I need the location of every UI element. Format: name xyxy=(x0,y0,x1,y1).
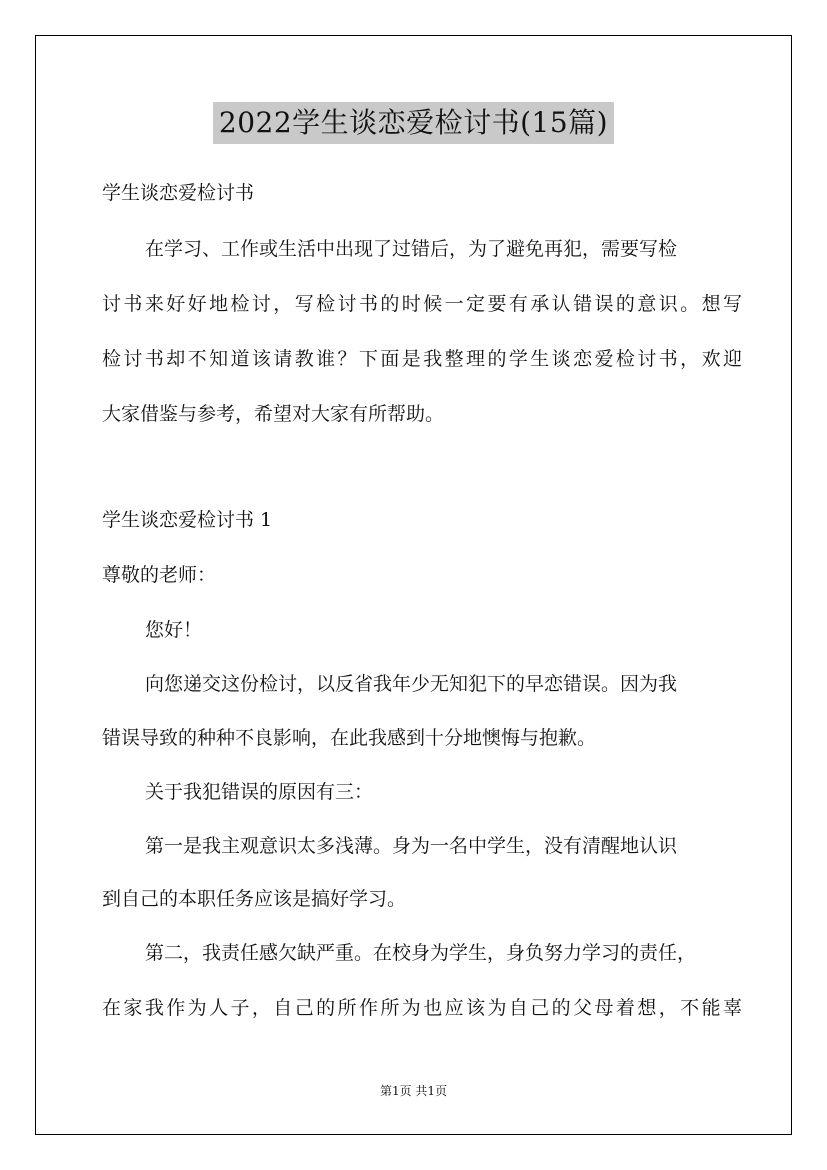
body-line-1: 向您递交这份检讨，以反省我年少无知犯下的早恋错误。因为我 xyxy=(145,673,678,695)
body-line-2: 错误导致的种种不良影响，在此我感到十分地懊悔与抱歉。 xyxy=(102,727,597,749)
body-line-5: 到自己的本职任务应该是搞好学习。 xyxy=(102,888,407,910)
intro-line-2: 讨书来好好地检讨，写检讨书的时候一定要有承认错误的意识。想写 xyxy=(102,293,742,315)
body-line-4: 第一是我主观意识太多浅薄。身为一名中学生，没有清醒地认识 xyxy=(145,835,678,857)
document-heading: 学生谈恋爱检讨书 xyxy=(102,182,255,204)
document-title-text: 2022学生谈恋爱检讨书(15篇) xyxy=(213,102,614,144)
salutation: 尊敬的老师： xyxy=(102,564,217,586)
intro-line-3: 检讨书却不知道该请教谁？下面是我整理的学生谈恋爱检讨书，欢迎 xyxy=(102,348,742,370)
greeting: 您好！ xyxy=(145,619,203,641)
intro-line-1: 在学习、工作或生活中出现了过错后，为了避免再犯，需要写检 xyxy=(145,238,678,260)
body-line-6: 第二，我责任感欠缺严重。在校身为学生，身负努力学习的责任， xyxy=(145,942,697,964)
body-line-3: 关于我犯错误的原因有三： xyxy=(145,781,374,803)
section-heading: 学生谈恋爱检讨书 1 xyxy=(102,509,273,531)
body-line-7: 在家我作为人子，自己的所作所为也应该为自己的父母着想，不能辜 xyxy=(102,997,742,1019)
intro-line-4: 大家借鉴与参考，希望对大家有所帮助。 xyxy=(102,403,445,425)
page-number: 第1页 共1页 xyxy=(379,1084,448,1098)
document-title xyxy=(0,100,827,144)
